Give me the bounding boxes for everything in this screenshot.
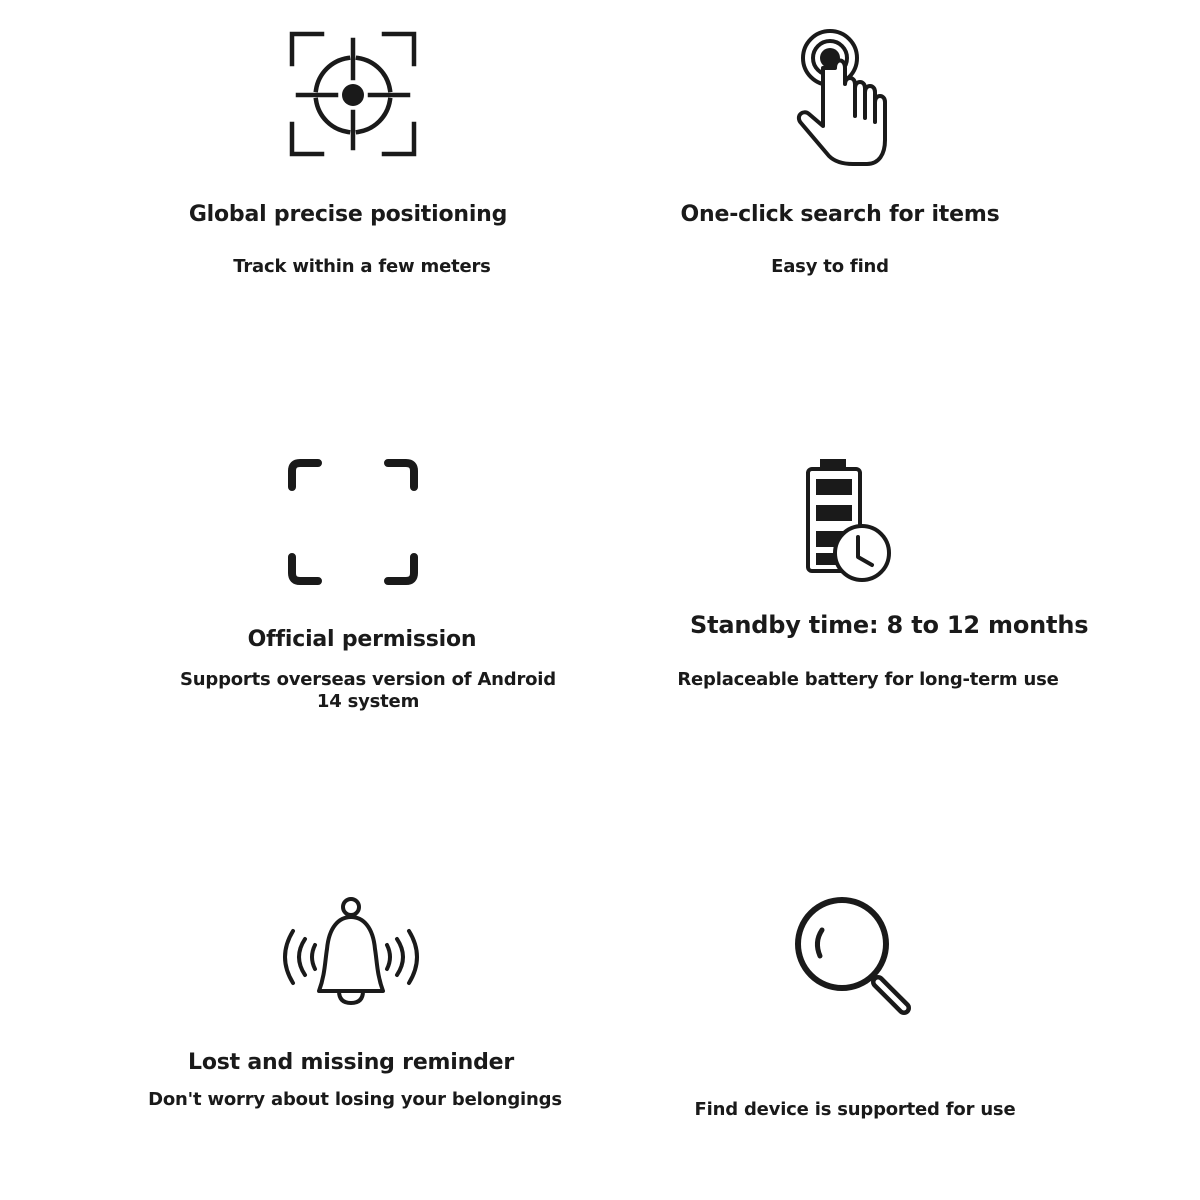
feature-subtitle: Replaceable battery for long-term use (677, 669, 1059, 690)
feature-subtitle: Supports overseas version of Android (180, 669, 556, 690)
scan-frame-icon (286, 457, 420, 589)
feature-title: Standby time: 8 to 12 months (690, 611, 1089, 639)
feature-subtitle: Find device is supported for use (694, 1099, 1016, 1120)
feature-subtitle-line2: 14 system (316, 691, 420, 712)
crosshair-target-icon (286, 28, 420, 160)
feature-subtitle: Don't worry about losing your belongings (148, 1089, 562, 1110)
feature-title: One-click search for items (680, 202, 1000, 227)
feature-title: Official permission (247, 627, 477, 652)
feature-title: Global precise positioning (188, 202, 508, 227)
magnifier-icon (792, 896, 916, 1020)
feature-title: Lost and missing reminder (188, 1050, 514, 1075)
feature-subtitle: Easy to find (771, 256, 889, 277)
feature-subtitle: Track within a few meters (233, 256, 491, 277)
ringing-bell-icon (275, 895, 427, 1007)
battery-clock-icon (800, 455, 896, 587)
finger-tap-icon (795, 28, 895, 168)
